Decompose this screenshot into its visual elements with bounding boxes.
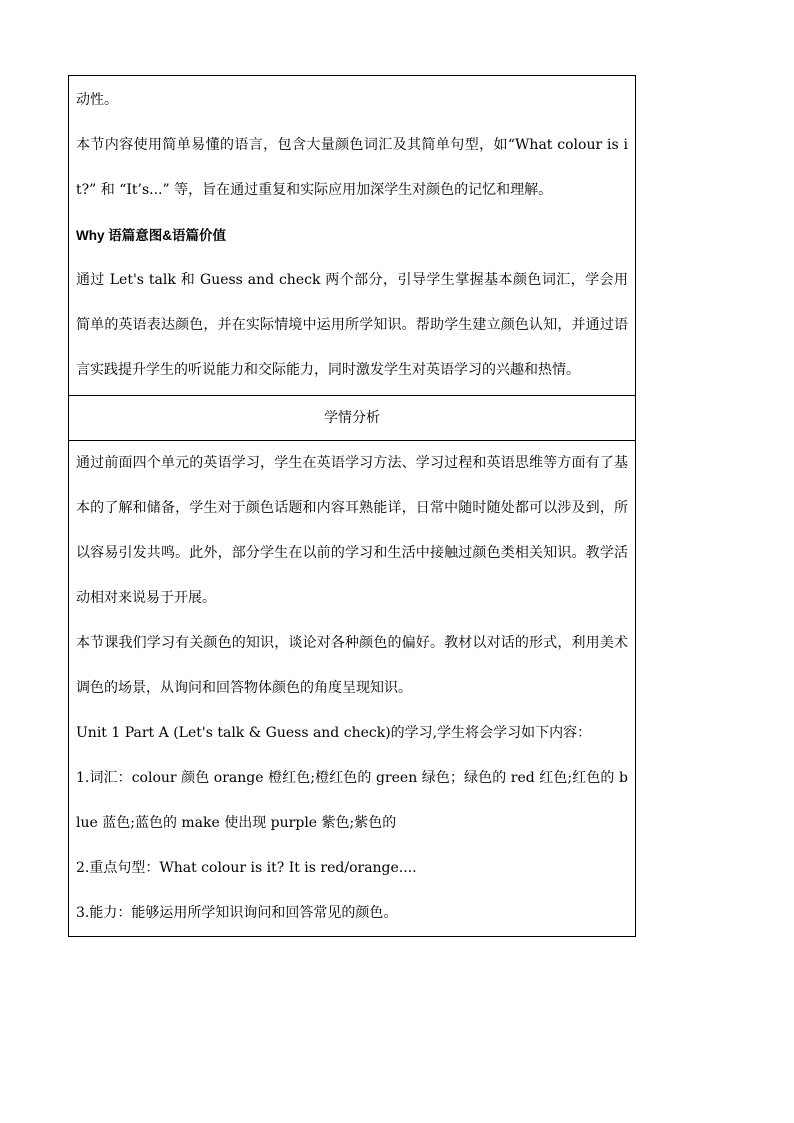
text-content-cell — [69, 76, 635, 395]
paragraph: 3.能力：能够运用所学知识询问和回答常见的颜色。 — [76, 905, 398, 921]
paragraph: Unit 1 Part A (Let's talk & Guess and check)的学习,学生将会学习如下内容： — [76, 725, 592, 741]
paragraph: 动性。 — [76, 92, 118, 108]
paragraph: 本节内容使用简单易懂的语言，包含大量颜色词汇及其简单句型，如“What colour is it?” 和 “It’s...” 等，旨在通过重复和实际应用加深学生对颜色的记忆和理解。 — [76, 137, 628, 198]
paragraph: 通过前面四个单元的英语学习，学生在英语学习方法、学习过程和英语思维等方面有了基本的了解和储备，学生对于颜色话题和内容耳熟能详，日常中随时随处都可以涉及到，所以容易引发共鸣。此外，部分学生在以前的学习和生活中接触过颜色类相关知识。教学活动相对来说易于开展。 — [76, 455, 628, 606]
table-heading-cell — [69, 395, 635, 440]
analysis-content-cell — [69, 440, 635, 936]
paragraph: 本节课我们学习有关颜色的知识，谈论对各种颜色的偏好。教材以对话的形式，利用美术调色的场景，从询问和回答物体颜色的角度呈现知识。 — [76, 635, 628, 696]
lesson-plan-table — [68, 75, 636, 937]
paragraph: 2.重点句型：What colour is it? It is red/orange.... — [76, 860, 417, 876]
section-heading: 学情分析 — [324, 410, 380, 426]
paragraph: 通过 Let's talk 和 Guess and check 两个部分，引导学生掌握基本颜色词汇，学会用简单的英语表达颜色，并在实际情境中运用所学知识。帮助学生建立颜色认知，并通过语言实践提升学生的听说能力和交际能力，同时激发学生对英语学习的兴趣和热情。 — [76, 272, 628, 378]
paragraph: 1.词汇：colour 颜色 orange 橙红色;橙红色的 green 绿色；绿色的 red 红色;红色的 blue 蓝色;蓝色的 make 使出现 purple 紫色;紫色的 — [76, 770, 628, 831]
section-subheading: Why 语篇意图&语篇价值 — [76, 228, 226, 243]
